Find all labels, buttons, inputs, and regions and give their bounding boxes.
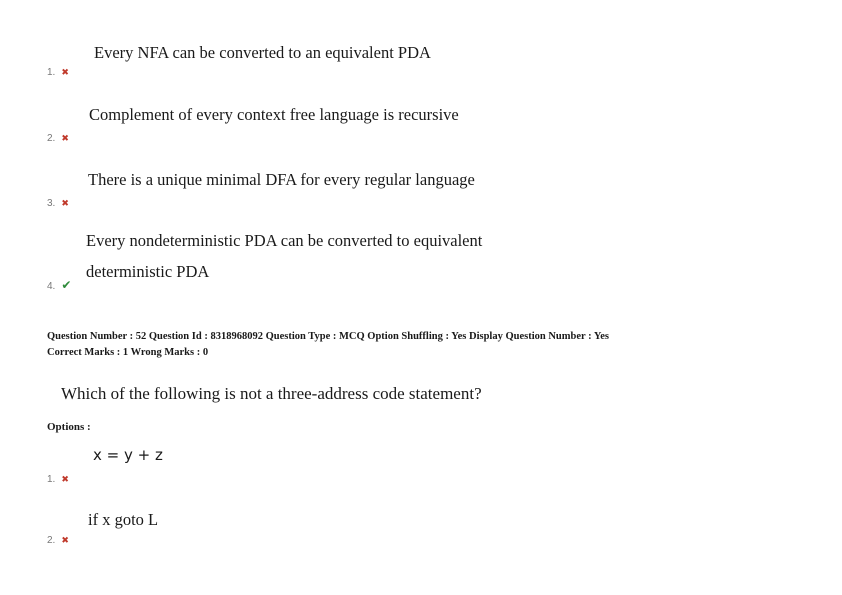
question-meta-line1: Question Number : 52 Question Id : 8318968092 Question Type : MCQ Option Shuffling : Yes Display Question Number : Yes — [47, 331, 610, 342]
prev-option-4-text-line2: deterministic PDA — [86, 262, 210, 281]
cross-icon: ✖ — [61, 475, 69, 485]
prev-option-1-text: Every NFA can be converted to an equivalent PDA — [94, 43, 431, 62]
option-number: 4. — [47, 281, 56, 292]
cross-icon: ✖ — [61, 68, 69, 78]
prev-option-2-text: Complement of every context free language is recursive — [89, 105, 459, 124]
question-meta-line2: Correct Marks : 1 Wrong Marks : 0 — [47, 347, 209, 358]
prev-option-1 — [47, 62, 69, 80]
option-number: 3. — [47, 198, 56, 209]
option-1 — [47, 469, 69, 487]
prev-option-4 — [47, 276, 71, 294]
cross-icon: ✖ — [61, 536, 69, 546]
prev-option-4-text-line1: Every nondeterministic PDA can be converted to equivalent — [86, 231, 483, 250]
option-1-text: x = y + z — [93, 446, 163, 464]
prev-option-2 — [47, 128, 69, 146]
option-2-text: if x goto L — [88, 510, 159, 529]
option-number: 2. — [47, 133, 56, 144]
option-number: 1. — [47, 474, 56, 485]
option-number: 1. — [47, 67, 56, 78]
check-icon: ✔ — [61, 278, 72, 292]
options-label: Options : — [47, 421, 91, 433]
question-text: Which of the following is not a three-address code statement? — [61, 384, 482, 403]
cross-icon: ✖ — [61, 199, 69, 209]
cross-icon: ✖ — [61, 134, 69, 144]
option-number: 2. — [47, 535, 56, 546]
prev-option-3 — [47, 193, 69, 211]
prev-option-3-text: There is a unique minimal DFA for every regular language — [88, 170, 475, 189]
option-2 — [47, 530, 69, 548]
